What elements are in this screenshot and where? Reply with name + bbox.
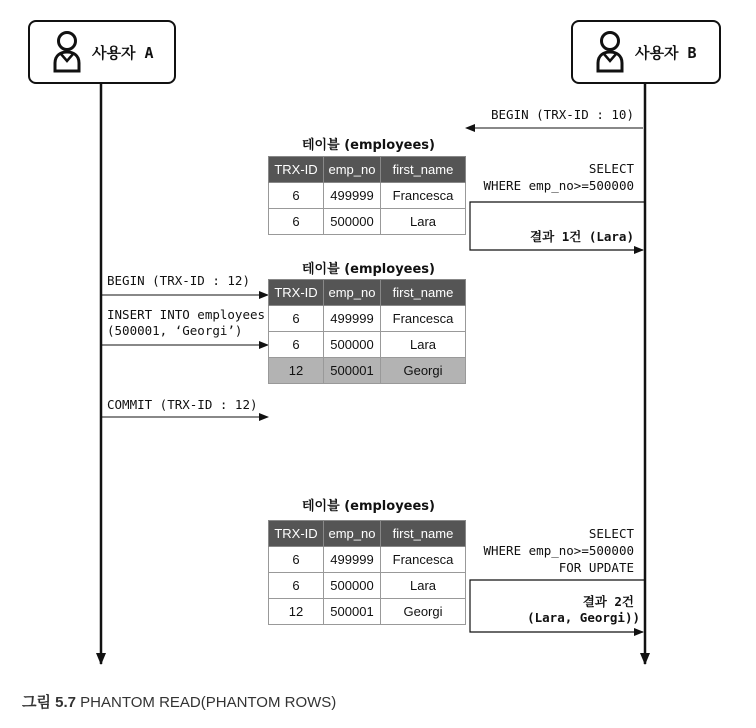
col-header: emp_no	[324, 280, 381, 306]
table1-title: 테이블 (employees)	[302, 138, 435, 153]
figure-number: 그림 5.7	[22, 694, 76, 711]
table-header-row	[269, 280, 466, 306]
table-cell: 6	[269, 209, 324, 235]
actor-a-box	[28, 20, 176, 84]
msg-a-begin: BEGIN (TRX-ID : 12)	[107, 273, 250, 288]
table-cell: 500000	[324, 209, 381, 235]
user-icon	[52, 30, 82, 74]
actor-a-label: 사용자 A	[92, 43, 154, 62]
msg-b-result2-line2: (Lara, Georgi))	[527, 610, 640, 625]
col-header: TRX-ID	[269, 157, 324, 183]
table-cell: 500001	[324, 599, 381, 625]
col-header: first_name	[381, 280, 466, 306]
table-cell: 12	[269, 358, 324, 384]
table-cell: 499999	[324, 183, 381, 209]
table-cell: Lara	[381, 209, 466, 235]
msg-b-begin: BEGIN (TRX-ID : 10)	[491, 107, 634, 122]
table-row	[269, 306, 466, 332]
table-cell: 12	[269, 599, 324, 625]
table-cell: 499999	[324, 547, 381, 573]
table-row	[269, 332, 466, 358]
table-header-row	[269, 157, 466, 183]
table-cell: 500000	[324, 332, 381, 358]
actor-b-box	[571, 20, 721, 84]
msg-b-result2-line1: 결과 2건	[582, 594, 634, 609]
msg-b-select2-line1: SELECT	[588, 526, 634, 541]
table1	[268, 156, 466, 235]
msg-a-commit: COMMIT (TRX-ID : 12)	[107, 397, 258, 412]
table2	[268, 279, 466, 384]
msg-b-result1: 결과 1건 (Lara)	[530, 229, 634, 244]
col-header: emp_no	[324, 157, 381, 183]
table-cell: 500000	[324, 573, 381, 599]
table-row	[269, 183, 466, 209]
table-cell: 6	[269, 306, 324, 332]
table2-title: 테이블 (employees)	[302, 262, 435, 277]
table-cell: Georgi	[381, 599, 466, 625]
table-cell: 500001	[324, 358, 381, 384]
col-header: emp_no	[324, 521, 381, 547]
msg-b-select2-line3: FOR UPDATE	[558, 560, 634, 575]
table-cell: Lara	[381, 573, 466, 599]
table-cell: 6	[269, 547, 324, 573]
col-header: TRX-ID	[269, 280, 324, 306]
table-cell: Georgi	[381, 358, 466, 384]
table-cell: 6	[269, 183, 324, 209]
table-cell: Francesca	[381, 306, 466, 332]
table-cell: 499999	[324, 306, 381, 332]
msg-b-select1-line2: WHERE emp_no>=500000	[483, 178, 634, 193]
table-row	[269, 209, 466, 235]
msg-b-select2-line2: WHERE emp_no>=500000	[483, 543, 634, 558]
table-row	[269, 547, 466, 573]
col-header: first_name	[381, 157, 466, 183]
table-cell: 6	[269, 332, 324, 358]
col-header: first_name	[381, 521, 466, 547]
table-row-inserted	[269, 358, 466, 384]
msg-a-insert-line2: (500001, ‘Georgi’)	[107, 323, 243, 338]
table-row	[269, 599, 466, 625]
table-cell: 6	[269, 573, 324, 599]
table-row	[269, 573, 466, 599]
msg-b-select1-line1: SELECT	[588, 161, 634, 176]
table-cell: Lara	[381, 332, 466, 358]
actor-b-label: 사용자 B	[635, 43, 697, 62]
table3-title: 테이블 (employees)	[302, 499, 435, 514]
msg-a-insert-line1: INSERT INTO employees	[107, 307, 266, 322]
figure-title: PHANTOM READ(PHANTOM ROWS)	[76, 694, 337, 711]
table-cell: Francesca	[381, 183, 466, 209]
col-header: TRX-ID	[269, 521, 324, 547]
table3	[268, 520, 466, 625]
user-icon	[595, 30, 625, 74]
figure-caption	[22, 691, 336, 712]
table-header-row	[269, 521, 466, 547]
table-cell: Francesca	[381, 547, 466, 573]
